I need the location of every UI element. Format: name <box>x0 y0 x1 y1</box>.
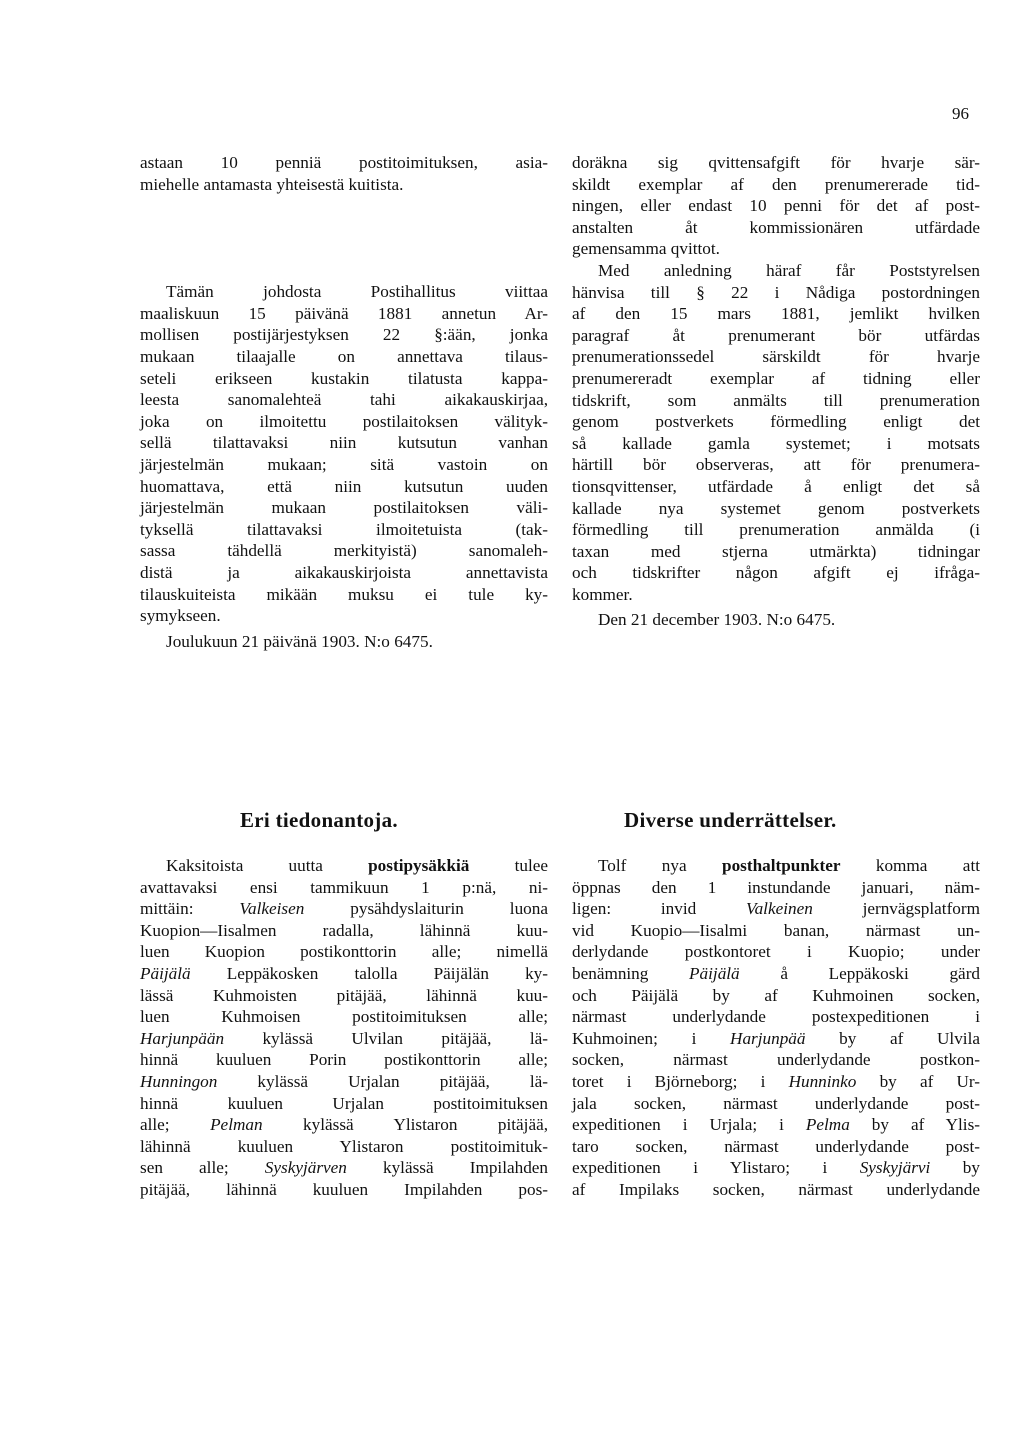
text-line <box>572 963 980 985</box>
text-line: avattavaksi ensi tammikuun 1 p:nä, ni- <box>140 877 548 897</box>
text-run: mittäin: <box>140 899 240 919</box>
text-line: luen Kuopion postikonttorin alle; nimellä <box>140 942 548 962</box>
text-line: sellä tilattavaksi niin kutsutun vanhan <box>140 433 548 453</box>
text-line <box>572 1071 980 1093</box>
text-line <box>140 855 548 877</box>
place-name: Päijälä <box>140 963 191 983</box>
text-line: tidskrift, som anmälts till prenumeration <box>572 390 980 410</box>
text-line: taxan med stjerna utmärkta) tidningar <box>572 541 980 561</box>
text-line <box>140 963 548 985</box>
text-line: miehelle antamasta yhteisestä kuitista. <box>140 174 404 194</box>
swedish-announcement <box>572 855 980 1201</box>
text-line <box>140 1157 548 1179</box>
text-line: Med anledning häraf får Poststyrelsen <box>598 260 980 280</box>
text-line: seteli erikseen kustakin tilatusta kappa- <box>140 368 548 388</box>
text-line: förmedling till prenumeration anmälda (i <box>572 520 980 540</box>
section-heading-finnish: Eri tiedonantoja. <box>240 808 398 832</box>
place-name: Päijälä <box>689 963 740 983</box>
text-line: tilauskuiteista mikään muksu ei tule ky- <box>140 584 548 604</box>
place-name: Harjunpään <box>140 1028 225 1048</box>
finnish-notice-signature <box>140 631 548 653</box>
text-line: astaan 10 penniä postitoimituksen, asia- <box>140 153 548 172</box>
text-line: jala socken, närmast underlydande post- <box>572 1093 980 1113</box>
text-line <box>572 898 980 920</box>
text-run: Kaksitoista uutta <box>166 856 369 875</box>
text-line: och tidskrifter någon afgift ej ifråga- <box>572 563 980 583</box>
text-line: joka on ilmoitettu postilaitoksen välityk- <box>140 411 548 431</box>
text-run: pysähdyslaiturin luona <box>304 899 548 919</box>
text-line: prenumereradt exemplar af tidning eller <box>572 368 980 388</box>
text-run: benämning <box>572 963 690 983</box>
text-line: symykseen. <box>140 606 221 626</box>
text-run: kylässä Impilahden <box>346 1158 549 1178</box>
text-run: Leppäkosken talolla Päijälän ky- <box>190 963 548 983</box>
text-line: så kallade gamla systemet; i motsats <box>572 433 980 453</box>
date-reference: Joulukuun 21 päivänä 1903. N:o 6475. <box>166 631 433 651</box>
text-line <box>140 898 548 920</box>
text-line: pitäjää, lähinnä kuuluen Impilahden pos- <box>140 1179 548 1199</box>
place-name: Valkeisen <box>239 899 305 919</box>
text-line <box>572 1028 980 1050</box>
swedish-notice-paragraph-2 <box>572 260 980 606</box>
text-run: kylässä Ulvilan pitäjää, lä- <box>224 1028 548 1048</box>
text-line: Tämän johdosta Postihallitus viittaa <box>166 282 548 302</box>
text-line <box>572 1114 980 1136</box>
text-line: genom postverkets förmedling enligt det <box>572 412 980 432</box>
text-run: Kuhmoinen; i <box>572 1028 731 1048</box>
text-line: sassa tähdellä merkityistä) sanomaleh- <box>140 541 548 561</box>
text-line: af den 15 mars 1881, jemlikt hvilken <box>572 304 980 324</box>
text-line: anstalten åt kommissionären utfärdade <box>572 217 980 237</box>
text-line: socken, närmast underlydande postkon- <box>572 1050 980 1070</box>
text-line: prenumerationssedel särskildt för hvarje <box>572 347 980 367</box>
text-line: distä ja aikakauskirjoista annettavista <box>140 562 548 582</box>
text-line: och Päijälä by af Kuhmoinen socken, <box>572 985 980 1005</box>
place-name: Hunningon <box>140 1071 218 1091</box>
text-run: komma att <box>840 856 980 875</box>
text-run: ligen: invid <box>572 899 746 919</box>
finnish-announcement-paragraph <box>140 855 548 1201</box>
swedish-announcement-paragraph <box>572 855 980 1201</box>
text-line <box>140 1028 548 1050</box>
text-run: Tolf nya <box>598 856 723 875</box>
place-name: Syskyjärvi <box>859 1158 931 1178</box>
finnish-notice <box>140 152 548 652</box>
text-line: taro socken, närmast underlydande post- <box>572 1136 980 1156</box>
place-name: Pelman <box>210 1115 263 1135</box>
text-line: derlydande postkontoret i Kuopio; under <box>572 942 980 962</box>
text-line: järjestelmän mukaan postilaitoksen väli- <box>140 498 548 518</box>
text-line <box>140 1114 548 1136</box>
text-line: gemensamma qvittot. <box>572 239 720 259</box>
text-line: lähinnä kuuluen Ylistaron postitoimituk- <box>140 1136 548 1156</box>
text-line: kommer. <box>572 584 633 604</box>
date-reference: Den 21 december 1903. N:o 6475. <box>598 610 836 630</box>
place-name: Pelma <box>805 1115 850 1135</box>
section-heading-swedish: Diverse underrättelser. <box>624 808 837 832</box>
text-line: mukaan tilaajalle on annettava tilaus- <box>140 346 548 366</box>
text-run: by af Ur- <box>856 1071 981 1091</box>
text-line: närmast underlydande postexpeditionen i <box>572 1007 980 1027</box>
text-run: toret i Björneborg; i <box>572 1071 789 1091</box>
text-line: härtill bör observeras, att för prenumera- <box>572 455 980 475</box>
finnish-announcement <box>140 855 548 1201</box>
text-line: hinnä kuuluen Porin postikonttorin alle; <box>140 1050 548 1070</box>
swedish-notice-paragraph-1 <box>572 152 980 260</box>
text-line: vid Kuopio—Iisalmi banan, närmast un- <box>572 920 980 940</box>
text-run: by af Ulvila <box>805 1028 980 1048</box>
text-run: by af Ylis- <box>849 1115 980 1135</box>
text-run: tulee <box>469 856 549 875</box>
text-line: doräkna sig qvittensafgift för hvarje sär- <box>572 153 980 172</box>
text-line: mollisen postijärjestyksen 22 §:ään, jonka <box>140 325 548 345</box>
text-line: huomattava, että niin kutsutun uuden <box>140 476 548 496</box>
text-run: alle; <box>140 1115 211 1135</box>
text-line <box>140 1071 548 1093</box>
emphasis: posthaltpunkter <box>722 856 841 875</box>
text-line: tionsqvittenser, utfärdade å enligt det så <box>572 476 980 496</box>
text-run: by <box>930 1158 980 1178</box>
text-line: af Impilaks socken, närmast underlydande <box>572 1179 980 1199</box>
text-run: kylässä Ylistaron pitäjää, <box>262 1115 549 1135</box>
finnish-notice-paragraph-1 <box>140 152 548 195</box>
text-line: hänvisa till § 22 i Nådiga postordningen <box>572 282 980 302</box>
text-run: sen alle; <box>140 1158 265 1178</box>
emphasis: postipysäkkiä <box>368 856 470 875</box>
place-name: Harjunpää <box>730 1028 806 1048</box>
text-run: expeditionen i Urjala; i <box>572 1115 806 1135</box>
text-line: tyksellä tilattavaksi ilmoitetuista (tak- <box>140 519 548 539</box>
place-name: Syskyjärven <box>264 1158 347 1178</box>
text-run: jernvägsplatform <box>812 899 980 919</box>
text-line: luen Kuhmoisen postitoimituksen alle; <box>140 1007 548 1027</box>
text-line: hinnä kuuluen Urjalan postitoimituksen <box>140 1093 548 1113</box>
text-line: skildt exemplar af den prenumererade tid- <box>572 174 980 194</box>
finnish-notice-paragraph-2 <box>140 281 548 627</box>
text-line: kallade nya systemet genom postverkets <box>572 498 980 518</box>
text-line: paragraf åt prenumerant bör utfärdas <box>572 325 980 345</box>
text-line <box>572 855 980 877</box>
swedish-notice <box>572 152 980 631</box>
place-name: Hunninko <box>788 1071 857 1091</box>
place-name: Valkeinen <box>746 899 813 919</box>
text-run: kylässä Urjalan pitäjää, lä- <box>217 1071 548 1091</box>
text-line: järjestelmän mukaan; sitä vastoin on <box>140 454 548 474</box>
text-line: Kuopion—Iisalmen radalla, lähinnä kuu- <box>140 920 548 940</box>
text-line: lässä Kuhmoisten pitäjää, lähinnä kuu- <box>140 985 548 1005</box>
text-line: leesta sanomalehteä tahi aikakauskirjaa, <box>140 390 548 410</box>
text-run: å Leppäkoski gärd <box>739 963 981 983</box>
text-run: expeditionen i Ylistaro; i <box>572 1158 860 1178</box>
text-line: öppnas den 1 instundande januari, näm- <box>572 877 980 897</box>
text-line <box>572 1157 980 1179</box>
text-line: ningen, eller endast 10 penni för det af post- <box>572 196 980 216</box>
text-line: maaliskuun 15 päivänä 1881 annetun Ar- <box>140 303 548 323</box>
swedish-notice-signature <box>572 609 980 631</box>
page-number: 96 <box>952 104 969 123</box>
